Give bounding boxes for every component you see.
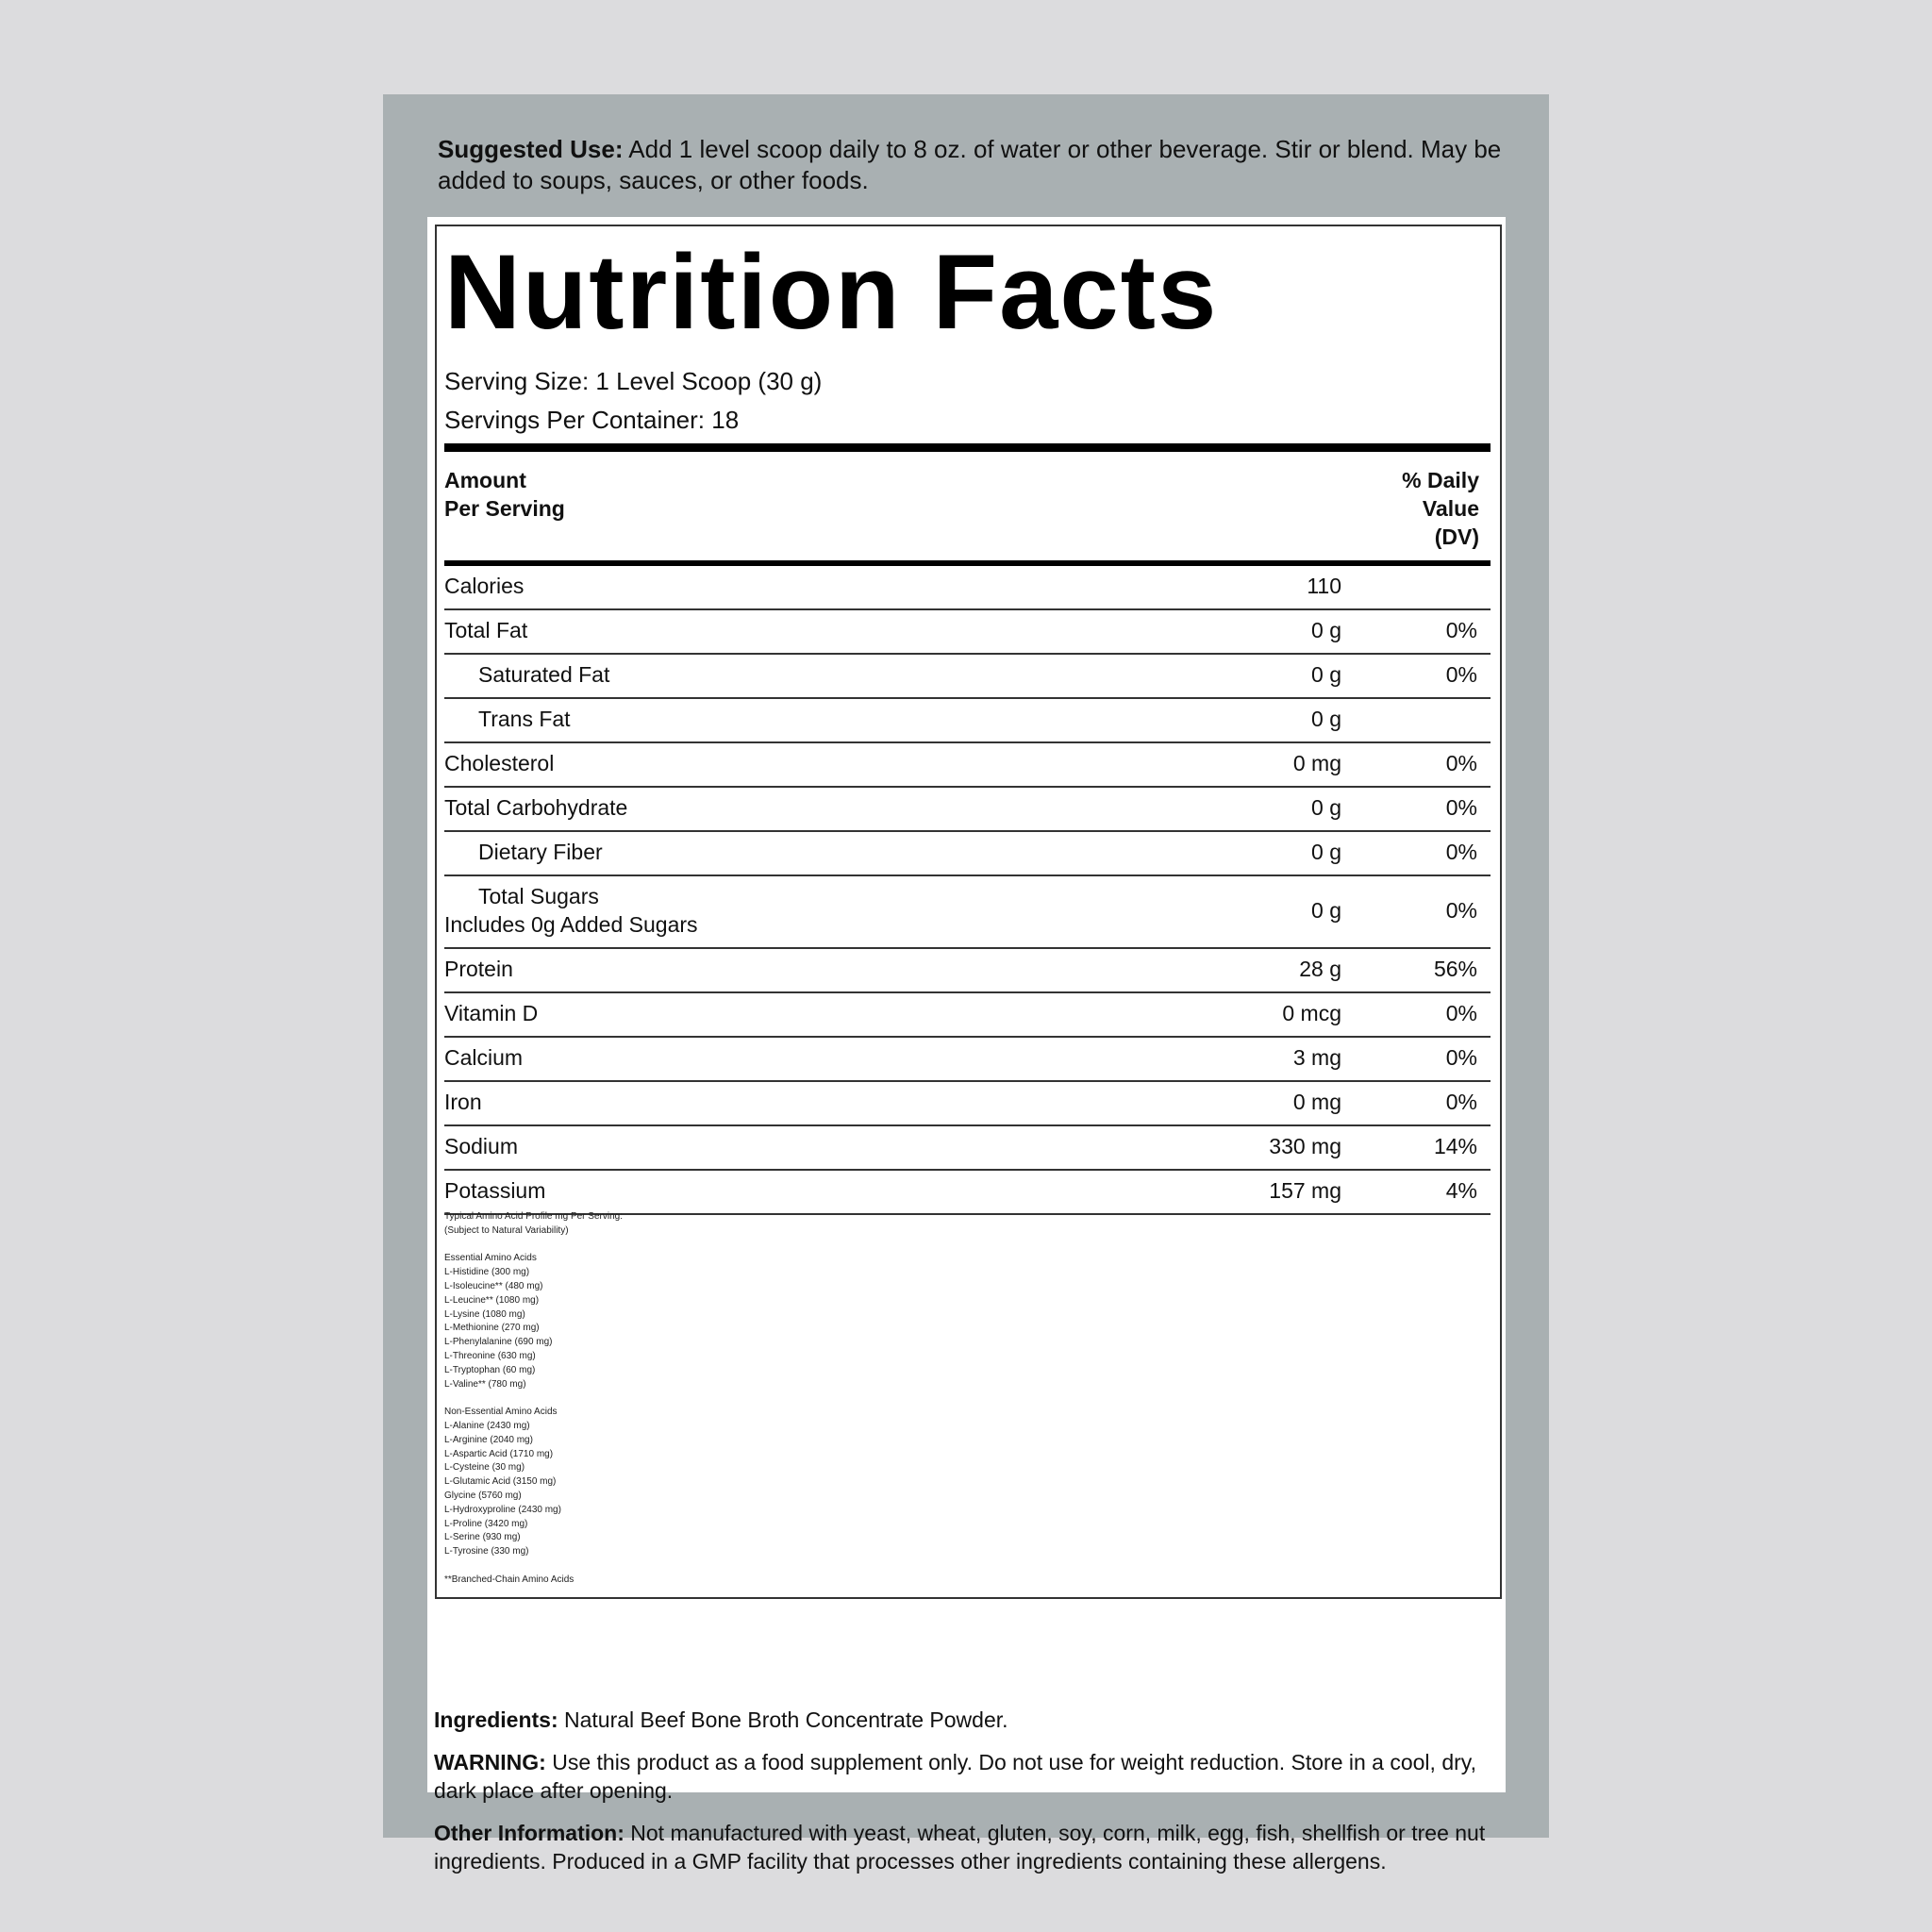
- nutrient-daily-value: 0%: [1445, 898, 1477, 923]
- nutrient-amount: 28 g: [1299, 957, 1341, 981]
- nutrient-row: [444, 1171, 1491, 1215]
- amino-line: (Subject to Natural Variability): [444, 1224, 569, 1236]
- amino-spacer: [444, 1559, 623, 1574]
- amino-acid-profile: [444, 1210, 623, 1588]
- other-information: [434, 1819, 1500, 1875]
- nutrient-name: Total Fat: [444, 618, 528, 642]
- daily-value-header: [1347, 466, 1479, 551]
- nutrient-amount: 0 mg: [1292, 751, 1341, 775]
- header-right-line: % Daily: [1402, 468, 1479, 492]
- amino-spacer: [444, 1391, 623, 1406]
- nutrient-row: [444, 788, 1491, 832]
- amino-line: L-Cysteine (30 mg): [444, 1462, 525, 1474]
- amino-line: L-Alanine (2430 mg): [444, 1420, 530, 1431]
- nutrient-row: [444, 949, 1491, 993]
- nutrient-name: Dietary Fiber: [478, 840, 603, 864]
- ingredients: [434, 1706, 1500, 1734]
- amino-line: L-Hydroxyproline (2430 mg): [444, 1504, 561, 1515]
- nutrient-name: Sodium: [444, 1134, 518, 1158]
- nutrition-facts-title: Nutrition Facts: [444, 233, 1219, 351]
- nutrient-daily-value: 0%: [1445, 1090, 1477, 1114]
- nutrient-name: Vitamin D: [444, 1001, 539, 1025]
- nutrition-facts-box: [435, 225, 1502, 1599]
- suggested-use-label: Suggested Use:: [438, 135, 624, 163]
- nutrient-amount: 0 g: [1311, 795, 1341, 820]
- nutrient-daily-value: 14%: [1433, 1134, 1477, 1158]
- nutrient-name: Potassium: [444, 1178, 546, 1203]
- amino-line: L-Valine** (780 mg): [444, 1378, 526, 1390]
- nutrient-daily-value: 56%: [1433, 957, 1477, 981]
- nutrient-row: [444, 876, 1491, 949]
- nutrient-amount: 0 g: [1311, 840, 1341, 864]
- amino-line: Non-Essential Amino Acids: [444, 1407, 558, 1418]
- nutrient-amount: 330 mg: [1269, 1134, 1341, 1158]
- warning-label: WARNING:: [434, 1750, 546, 1774]
- nutrient-daily-value: 0%: [1445, 618, 1477, 642]
- nutrient-amount: 0 g: [1311, 618, 1341, 642]
- amino-line: L-Isoleucine** (480 mg): [444, 1280, 543, 1291]
- amino-line: L-Methionine (270 mg): [444, 1323, 540, 1334]
- amino-line: L-Phenylalanine (690 mg): [444, 1337, 553, 1348]
- other-information-text: Not manufactured with yeast, wheat, gluten, soy, corn, milk, egg, fish, shellfish or tree nut ingredients. Produced in a GMP facility that processes other ingredients containing these allergens.: [434, 1821, 1486, 1874]
- suggested-use-text: Add 1 level scoop daily to 8 oz. of water or other beverage. Stir or blend. May be added to soups, sauces, or other foods.: [438, 135, 1502, 194]
- nutrient-row: [444, 610, 1491, 655]
- nutrient-row: [444, 832, 1491, 876]
- amino-line: **Branched-Chain Amino Acids: [444, 1574, 575, 1585]
- nutrient-name: Total Carbohydrate: [444, 795, 628, 820]
- header-left-line: Per Serving: [444, 496, 565, 521]
- nutrient-row: [444, 655, 1491, 699]
- nutrient-name: Total Sugars: [478, 884, 599, 908]
- nutrient-row: [444, 699, 1491, 743]
- nutrient-name: Calcium: [444, 1045, 524, 1070]
- nutrient-row: [444, 993, 1491, 1038]
- nutrient-amount: 157 mg: [1269, 1178, 1341, 1203]
- nutrient-name: Calories: [444, 574, 525, 598]
- nutrient-row: [444, 566, 1491, 610]
- nutrient-amount: 3 mg: [1292, 1045, 1341, 1070]
- nutrient-daily-value: 0%: [1445, 840, 1477, 864]
- thick-divider: [444, 443, 1491, 452]
- nutrient-amount: 0 g: [1311, 898, 1341, 923]
- warning: [434, 1748, 1500, 1805]
- amino-line: Glycine (5760 mg): [444, 1490, 522, 1501]
- nutrient-daily-value: 0%: [1445, 662, 1477, 687]
- servings-per-container: Servings Per Container: 18: [444, 406, 740, 434]
- suggested-use: [438, 134, 1504, 196]
- nutrient-daily-value: 0%: [1445, 1001, 1477, 1025]
- amino-line: Typical Amino Acid Profile mg Per Serving:: [444, 1211, 623, 1222]
- amino-line: L-Proline (3420 mg): [444, 1518, 528, 1529]
- ingredients-label: Ingredients:: [434, 1707, 558, 1732]
- amino-line: L-Glutamic Acid (3150 mg): [444, 1476, 557, 1488]
- nutrient-amount: 0 g: [1311, 707, 1341, 731]
- nutrient-row: [444, 743, 1491, 788]
- amino-line: L-Serine (930 mg): [444, 1532, 521, 1543]
- serving-size: Serving Size: 1 Level Scoop (30 g): [444, 367, 823, 395]
- other-information-label: Other Information:: [434, 1821, 625, 1845]
- nutrient-daily-value: 0%: [1445, 751, 1477, 775]
- amino-line: L-Leucine** (1080 mg): [444, 1294, 540, 1306]
- nutrient-name: Iron: [444, 1090, 482, 1114]
- nutrient-amount: 0 mg: [1292, 1090, 1341, 1114]
- amino-line: L-Tyrosine (330 mg): [444, 1546, 529, 1557]
- nutrient-daily-value: 0%: [1445, 1045, 1477, 1070]
- nutrient-name: Saturated Fat: [478, 662, 610, 687]
- amino-line: Essential Amino Acids: [444, 1253, 537, 1264]
- amino-line: L-Lysine (1080 mg): [444, 1308, 525, 1320]
- nutrient-row: [444, 1082, 1491, 1126]
- nutrient-name: Cholesterol: [444, 751, 555, 775]
- nutrient-daily-value: 0%: [1445, 795, 1477, 820]
- label-white-area: [427, 217, 1506, 1874]
- nutrient-amount: 110: [1307, 574, 1341, 598]
- nutrient-daily-value: 4%: [1445, 1178, 1477, 1203]
- nutrient-amount: 0 g: [1311, 662, 1341, 687]
- nutrient-rows: [444, 566, 1491, 1215]
- amino-spacer: [444, 1239, 623, 1253]
- nutrient-row: [444, 1126, 1491, 1171]
- amino-line: L-Tryptophan (60 mg): [444, 1364, 536, 1375]
- warning-text: Use this product as a food supplement only. Do not use for weight reduction. Store in a cool, dry, dark place after opening.: [434, 1750, 1476, 1803]
- header-left-line: Amount: [444, 468, 526, 492]
- amino-line: L-Arginine (2040 mg): [444, 1434, 533, 1445]
- label-panel: [383, 94, 1549, 1874]
- amino-line: L-Threonine (630 mg): [444, 1350, 536, 1361]
- amino-line: L-Aspartic Acid (1710 mg): [444, 1448, 554, 1459]
- ingredients-text: Natural Beef Bone Broth Concentrate Powder.: [558, 1707, 1008, 1732]
- nutrient-name: Protein: [444, 957, 513, 981]
- nutrient-amount: 0 mcg: [1282, 1001, 1341, 1025]
- amino-line: L-Histidine (300 mg): [444, 1267, 530, 1278]
- nutrient-name: Trans Fat: [478, 707, 571, 731]
- nutrient-subname: Includes 0g Added Sugars: [444, 912, 698, 937]
- header-right-line: (DV): [1434, 525, 1479, 549]
- header-right-line: Value: [1422, 496, 1479, 521]
- amount-per-serving-header: [444, 466, 565, 523]
- nutrient-row: [444, 1038, 1491, 1082]
